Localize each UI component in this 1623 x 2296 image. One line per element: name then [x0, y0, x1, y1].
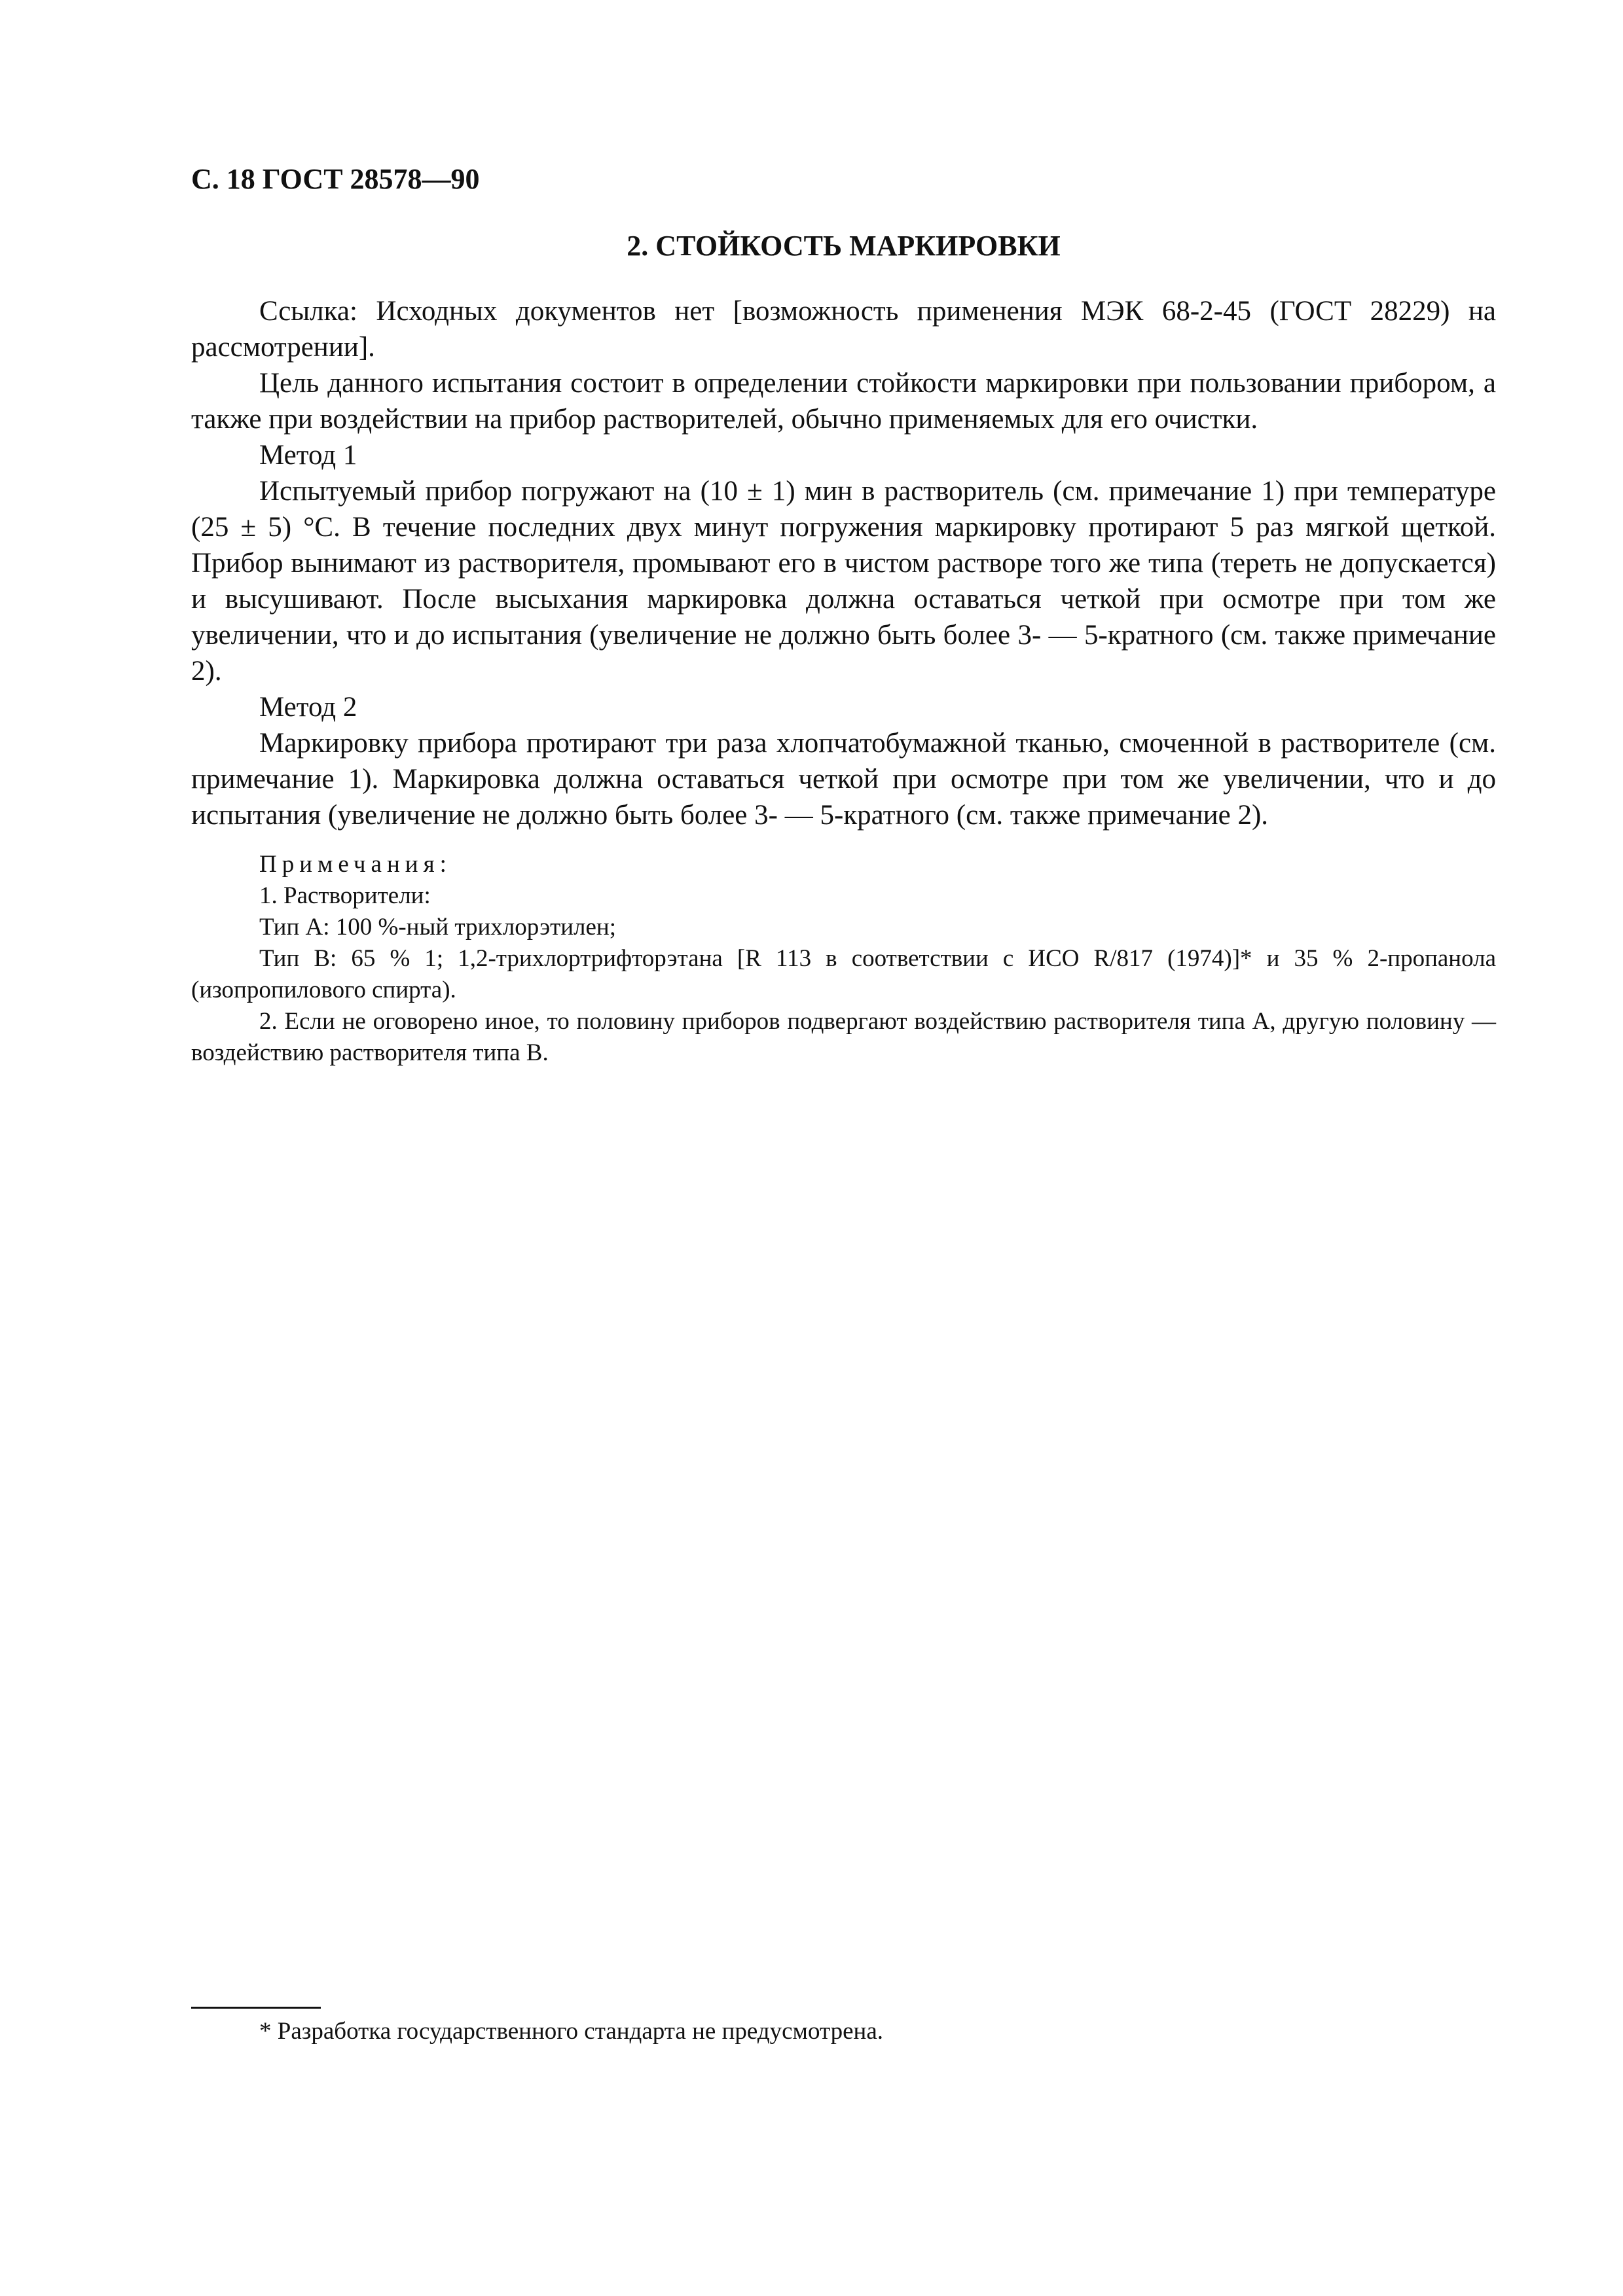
note-solvent-type-b: Тип В: 65 % 1; 1,2-трихлортрифторэтана [R 113 в соответствии с ИСО R/817 (1974)]* и 35 % 2-пропанола (изопропилового спирта).: [191, 945, 1496, 1003]
notes-heading: Примечания:: [259, 851, 452, 878]
method-2-paragraph: Маркировку прибора протирают три раза хлопчатобумажной тканью, смоченной в растворителе (см. примечание 1). Маркировка должна оставаться четкой при осмотре при том же увеличении, что и до испытания (увеличение не должно быть более 3- — 5-кратного (см. также примечание 2).: [191, 728, 1496, 831]
method-1-heading: Метод 1: [259, 440, 357, 471]
section-title: 2. СТОЙКОСТЬ МАРКИРОВКИ: [627, 230, 1061, 262]
running-head: С. 18 ГОСТ 28578—90: [191, 163, 480, 195]
reference-paragraph: Ссылка: Исходных документов нет [возможность применения МЭК 68-2-45 (ГОСТ 28229) на рассмотрении].: [191, 296, 1496, 363]
note-solvent-type-a: Тип А: 100 %-ный трихлорэтилен;: [259, 914, 617, 941]
note-2: 2. Если не оговорено иное, то половину приборов подвергают воздействию растворителя типа А, другую половину — воздействию растворителя типа В.: [191, 1008, 1496, 1066]
method-2-heading: Метод 2: [259, 692, 357, 723]
method-1-paragraph: Испытуемый прибор погружают на (10 ± 1) мин в растворитель (см. примечание 1) при температуре (25 ± 5) °С. В течение последних двух минут погружения маркировку протирают 5 раз мягкой щеткой. Прибор вынимают из растворителя, промывают его в чистом растворе того же типа (тереть не допускается) и высушивают. После высыхания маркировка должна оставаться четкой при осмотре при том же увеличении, что и до испытания (увеличение не должно быть более 3- — 5-кратного (см. также примечание 2).: [191, 476, 1496, 687]
purpose-paragraph: Цель данного испытания состоит в определении стойкости маркировки при пользовании прибором, а также при воздействии на прибор растворителей, обычно применяемых для его очистки.: [191, 368, 1496, 435]
notes-block: [191, 849, 1496, 1069]
note-1-title: 1. Растворители:: [259, 882, 431, 909]
footnote: * Разработка государственного стандарта не предусмотрена.: [259, 2018, 884, 2045]
body-text: [191, 293, 1496, 833]
footnote-divider: [191, 2007, 321, 2009]
